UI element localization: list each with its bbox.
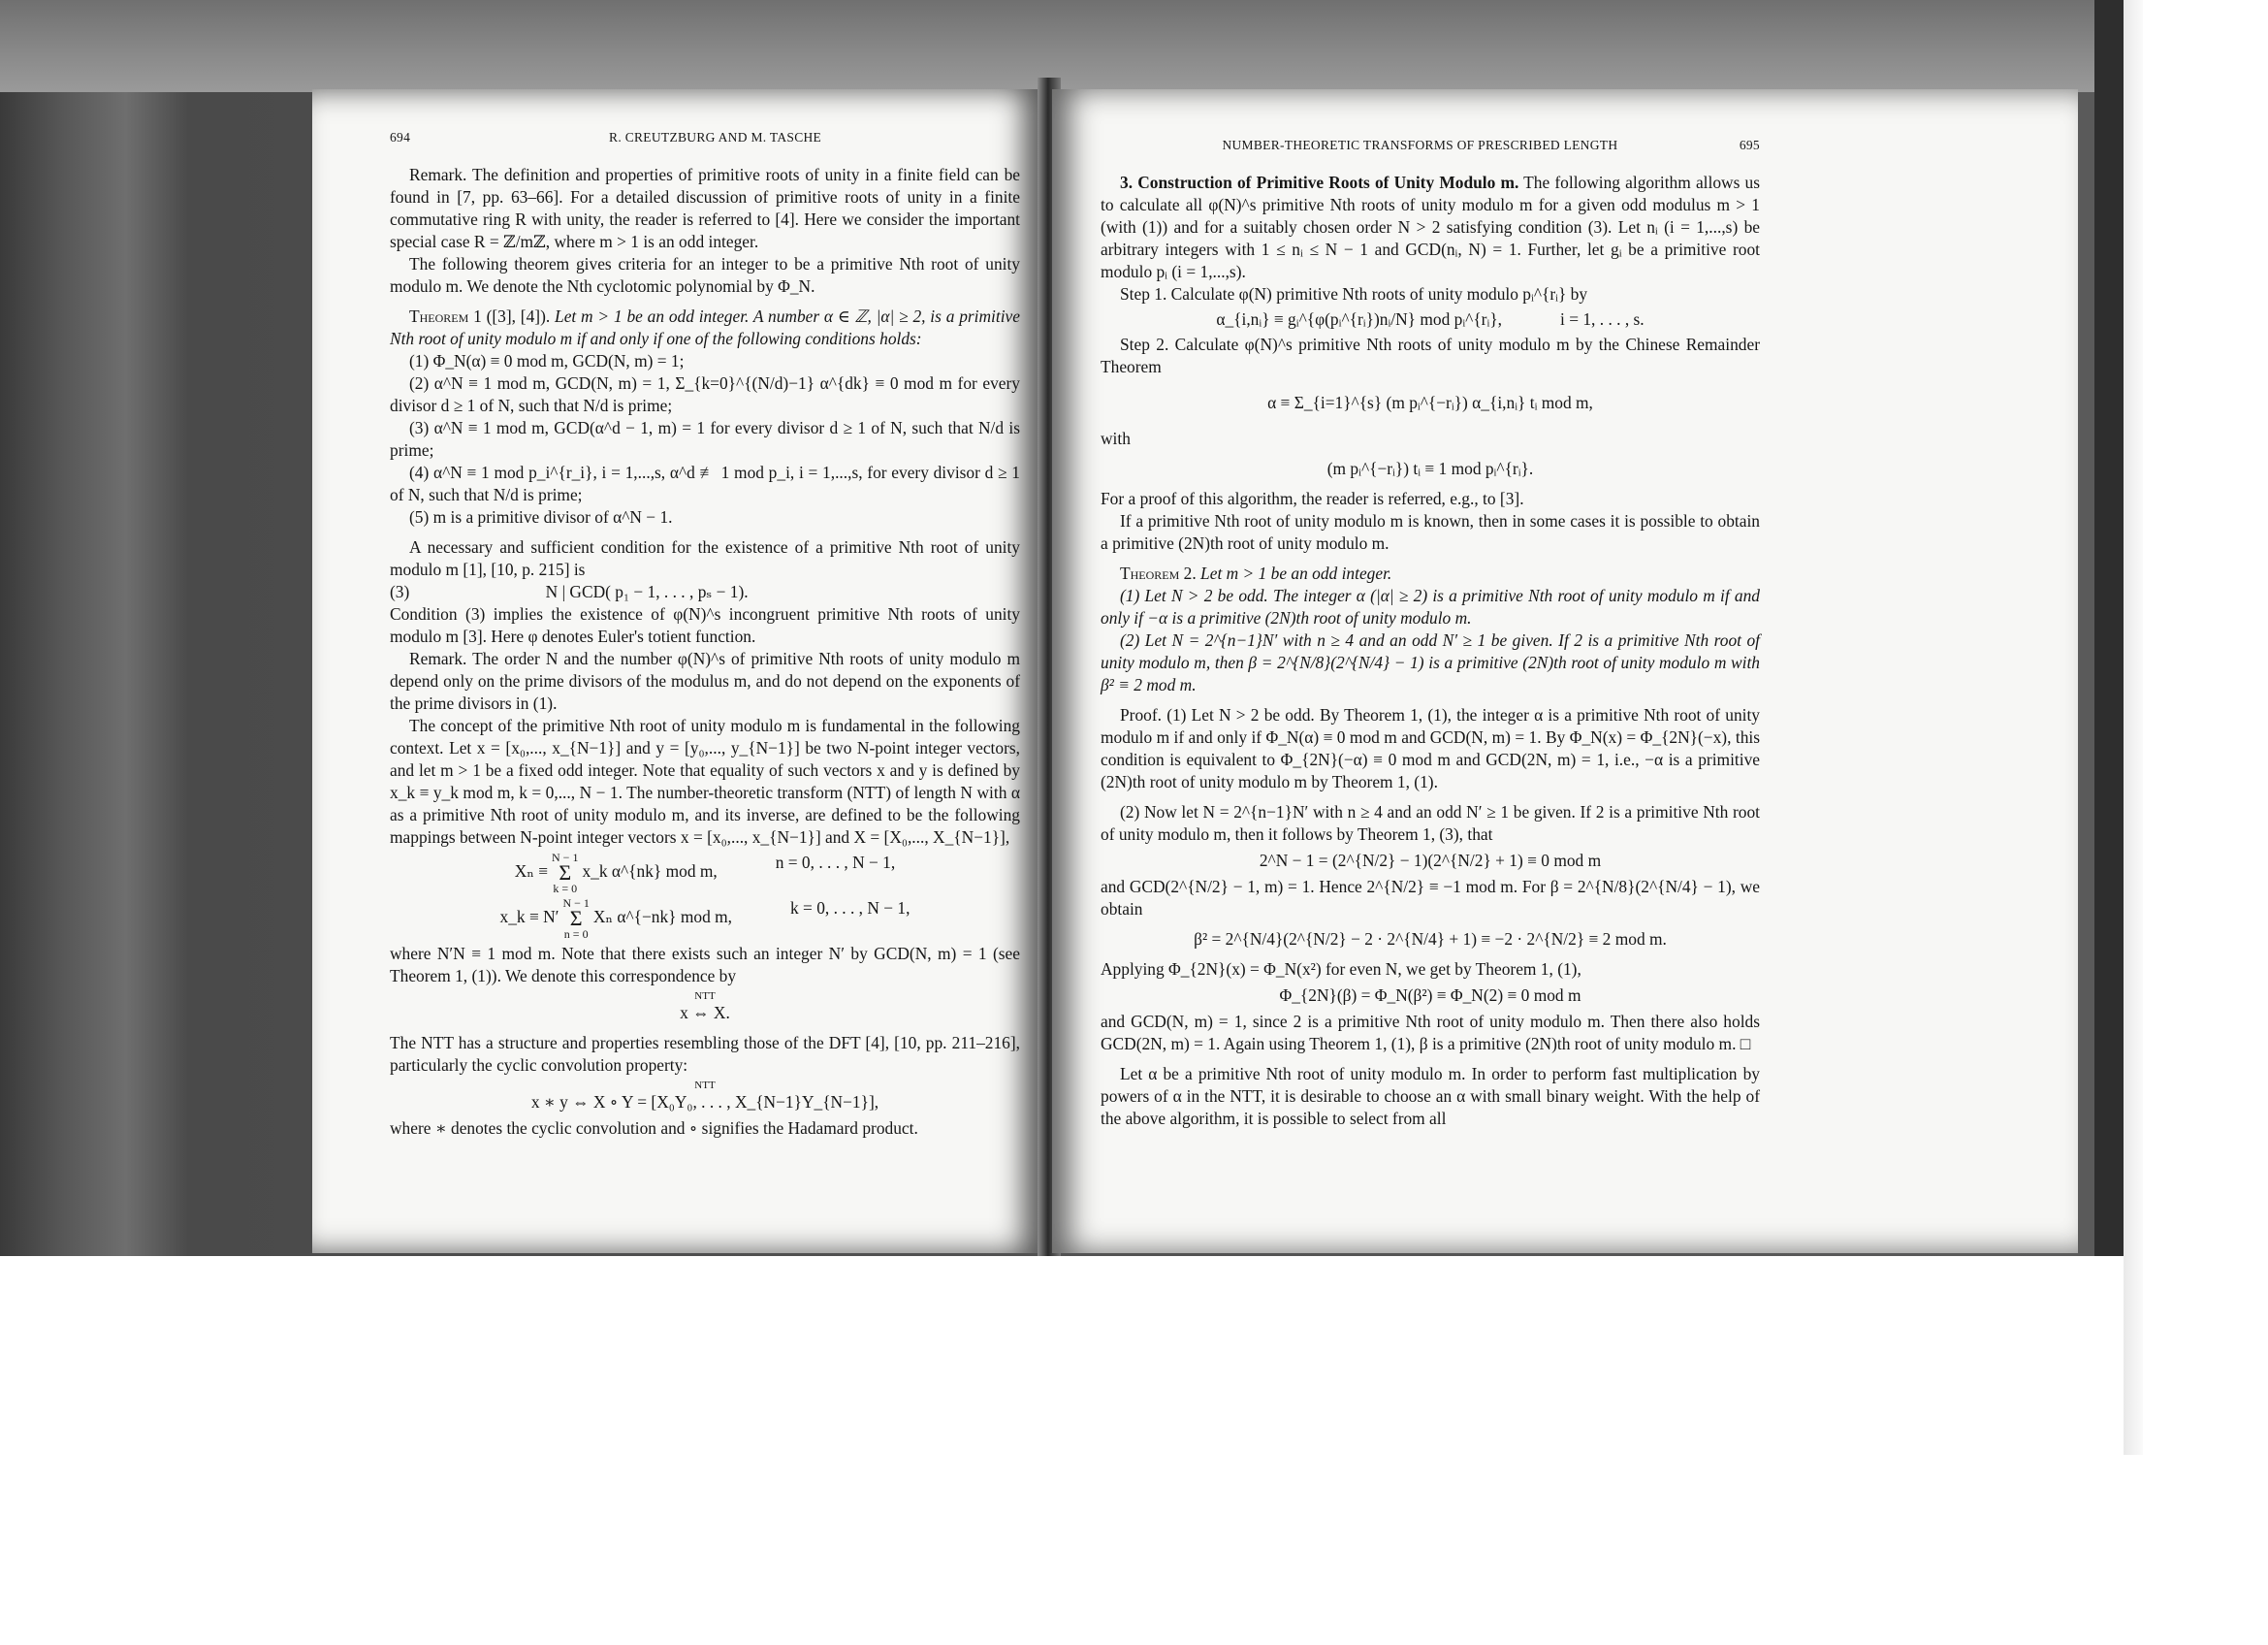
section-3-text: The following algorithm allows us to calculate all φ(N)^s primitive Nth roots of unity modulo m for a given odd modulus m > 1 (with (1)) and for a suitably chosen order N > 2 satisfying condition (3). Let nᵢ (i = 1,...,s) be arbitrary integers with 1 ≤ nᵢ ≤ N − 1 and GCD(nᵢ, N) = 1. Further, let gᵢ be a primitive root modulo pᵢ (i = 1,...,s). [1101,173,1760,281]
condition-2: (2) α^N ≡ 1 mod m, GCD(N, m) = 1, Σ_{k=0}^{(N/d)−1} α^{dk} ≡ 0 mod m for every divisor d ≥ 1 of N, such that N/d is prime; [390,373,1020,415]
theorem-1-head: Theorem 1 ([3], [4]). [409,306,551,326]
correspondence-label: NTT [694,990,716,1002]
scanner-edge [2124,0,2143,1455]
proof-part-2b: and GCD(2^{N/2} − 1, m) = 1. Hence 2^{N/2} ≡ −1 mod m. For β = 2^{N/8}(2^{N/4} − 1), we obtain [1101,877,1760,919]
theorem-1 [390,306,1020,350]
paragraph-dft: The NTT has a structure and properties resembling those of the DFT [4], [10, pp. 211–216], particularly the cyclic convolution property: [390,1033,1020,1075]
paragraph-if: If a primitive Nth root of unity modulo m is known, then in some cases it is possible to obtain a primitive (2N)th root of unity modulo m. [1101,511,1760,553]
right-page [1052,89,2078,1253]
ntt-sum-bottom: k = 0 [553,882,578,895]
intt-lhs: x_k ≡ N′ [499,907,559,926]
equation-crt: α ≡ Σ_{i=1}^{s} (m pᵢ^{−rᵢ}) α_{i,nᵢ} tᵢ mod m, [1267,393,1593,412]
theorem-2-text: Let m > 1 be an odd integer. [1200,564,1392,583]
theorem-2-head: Theorem 2. [1120,564,1197,583]
right-page-number: 695 [1739,138,1760,152]
ntt-sum-top: N − 1 [552,851,579,864]
proof-part-2: (2) Now let N = 2^{n−1}N′ with n ≥ 4 and an odd N′ ≥ 1 be given. If 2 is a primitive Nth root of unity modulo m, then it follows by Theorem 1, (3), that [1101,802,1760,844]
ntt-sum: N − 1 Σ k = 0 [552,851,579,895]
step1-range: i = 1, . . . , s. [1560,309,1645,329]
scan-right-strip [2094,0,2124,1256]
intt-sum-top: N − 1 [562,896,590,910]
equation-convolution [390,1081,1020,1113]
applying: Applying Φ_{2N}(x) = Φ_N(x²) for even N, we get by Theorem 1, (1), [1101,959,1581,979]
step-1: Step 1. Calculate φ(N) primitive Nth roots of unity modulo pᵢ^{rᵢ} by [1120,284,1588,304]
equation-proof-2: β² = 2^{N/4}(2^{N/2} − 2 · 2^{N/4} + 1) ≡ −2 · 2^{N/2} ≡ 2 mod m. [1194,929,1667,949]
right-running-title: NUMBER-THEORETIC TRANSFORMS OF PRESCRIBED LENGTH [1222,138,1618,152]
equation-proof-3: Φ_{2N}(β) = Φ_N(β²) ≡ Φ_N(2) ≡ 0 mod m [1279,985,1581,1005]
paragraph-condition: Condition (3) implies the existence of φ(N)^s incongruent primitive Nth roots of unity modulo m [3]. Here φ denotes Euler's totient function. [390,604,1020,646]
intt-range: k = 0, . . . , N − 1, [790,898,910,918]
paragraph-final: Let α be a primitive Nth root of unity modulo m. In order to perform fast multiplication by powers of α in the NTT, it is desirable to choose an α with small binary weight. With the help of the above algorithm, it is possible to select from all [1101,1064,1760,1128]
with-label: with [1101,429,1131,448]
equation-3-body: N | GCD( p₁ − 1, . . . , pₛ − 1). [545,582,749,601]
section-3-head: 3. Construction of Primitive Roots of Unity Modulo m. [1120,173,1519,192]
right-running-head [1101,134,1760,156]
paragraph-concept: The concept of the primitive Nth root of unity modulo m is fundamental in the following context. Let x = [x₀,..., x_{N−1}] and y = [y₀,..., y_{N−1}] be two N-point integer vectors, and let m > 1 be a fixed odd integer. Note that equality of such vectors x and y is defined by x_k ≡ y_k mod m, k = 0,..., N − 1. The number-theoretic transform (NTT) of length N with α as a primitive Nth root of unity modulo m, and its inverse, are defined to be the following mappings between N-point integer vectors x = [x₀,..., x_{N−1}] and X = [X₀,..., X_{N−1}], [390,716,1020,847]
ntt-body: x_k α^{nk} mod m, [582,861,718,881]
right-page-content [1101,134,1760,1130]
convolution-label: NTT [694,1080,716,1091]
paragraph-following: The following theorem gives criteria for an integer to be a primitive Nth root of unity modulo m. We denote the Nth cyclotomic polynomial by Φ_N. [390,254,1020,296]
ntt-range: n = 0, . . . , N − 1, [775,853,896,872]
theorem-2-part-1 [1101,585,1760,629]
proof-part-2c: and GCD(N, m) = 1, since 2 is a primitive Nth root of unity modulo m. Then there also holds GCD(2N, m) = 1. Again using Theorem 1, (1), β is a primitive (2N)th root of unity modulo m. □ [1101,1012,1760,1053]
condition-5: (5) m is a primitive divisor of α^N − 1. [409,507,673,527]
correspondence-body: x ⇔ X. [680,1003,730,1022]
section-3 [1101,172,1760,283]
convolution-body: x ∗ y ⇔ X ∘ Y = [X₀Y₀, . . . , X_{N−1}Y_{N−1}], [530,1092,879,1112]
theorem-2-part-2 [1101,629,1760,696]
left-running-title: R. CREUTZBURG AND M. TASCHE [609,130,822,145]
theorem-2 [1101,563,1760,585]
theorem-2-part-1-text: (1) Let N > 2 be odd. The integer α (|α| ≥ 2) is a primitive Nth root of unity modulo m if and only if −α is a primitive (2N)th root of unity modulo m. [1101,586,1760,628]
equation-proof-1: 2^N − 1 = (2^{N/2} − 1)(2^{N/2} + 1) ≡ 0 mod m [1259,851,1602,870]
remark-1: Remark. The definition and properties of primitive roots of unity in a finite field can be found in [7, pp. 63–66]. For a detailed discussion of primitive roots of unity in a finite commutative ring R with unity, the reader is referred to [4]. Here we consider the important special case R = ℤ/mℤ, where m > 1 is an odd integer. [390,165,1020,251]
left-page-content [390,126,1020,1140]
step1-formula: α_{i,nᵢ} ≡ gᵢ^{φ(pᵢ^{rᵢ})nᵢ/N} mod pᵢ^{rᵢ}, [1216,309,1503,329]
paragraph-where: where N′N ≡ 1 mod m. Note that there exists such an integer N′ by GCD(N, m) = 1 (see Theorem 1, (1)). We denote this correspondence by [390,944,1020,985]
equation-step1 [1101,308,1760,331]
paragraph-last: where ∗ denotes the cyclic convolution and ∘ signifies the Hadamard product. [390,1118,918,1138]
intt-sum: N − 1 Σ n = 0 [562,896,590,941]
equation-with: (m pᵢ^{−rᵢ}) tᵢ ≡ 1 mod pᵢ^{rᵢ}. [1326,459,1534,478]
equation-3 [390,581,1020,603]
ntt-lhs: Xₙ ≡ [514,861,549,881]
equation-correspondence [390,991,1020,1024]
left-page-number: 694 [390,130,411,145]
condition-3: (3) α^N ≡ 1 mod m, GCD(α^d − 1, m) = 1 for every divisor d ≥ 1 of N, such that N/d is prime; [390,418,1020,460]
equation-3-label: (3) [390,582,410,601]
step-2: Step 2. Calculate φ(N)^s primitive Nth roots of unity modulo m by the Chinese Remainder Theorem [1101,335,1760,376]
intt-body: Xₙ α^{−nk} mod m, [592,907,732,926]
theorem-2-part-2-text: (2) Let N = 2^{n−1}N′ with n ≥ 4 and an odd N′ ≥ 1 be given. If 2 is a primitive Nth root of unity modulo m, then β = 2^{N/8}(2^{N/4} − 1) is a primitive (2N)th root of unity modulo m with β² ≡ 2 mod m. [1101,630,1760,694]
condition-1: (1) Φ_N(α) ≡ 0 mod m, GCD(N, m) = 1; [409,351,685,371]
paragraph-proof-ref: For a proof of this algorithm, the reader is referred, e.g., to [3]. [1101,489,1524,508]
left-running-head [390,126,1020,148]
proof-part-1: Proof. (1) Let N > 2 be odd. By Theorem 1, (1), the integer α is a primitive Nth root of unity modulo m if and only if Φ_N(α) ≡ 0 mod m and GCD(N, m) = 1. By Φ_N(x) = Φ_{2N}(−x), this condition is equivalent to Φ_{2N}(−α) ≡ 0 mod m and GCD(2N, m) = 1, i.e., −α is a primitive (2N)th root of unity modulo m by Theorem 1, (1). [1101,705,1760,791]
condition-4: (4) α^N ≡ 1 mod p_i^{r_i}, i = 1,...,s, α^d ≢ 1 mod p_i, i = 1,...,s, for every divisor d ≥ 1 of N, such that N/d is prime; [390,463,1020,504]
intt-sum-bottom: n = 0 [563,927,589,941]
theorem-1-text: Let m > 1 be an odd integer. A number α ∈ ℤ, |α| ≥ 2, is a primitive Nth root of unity modulo m if and only if one of the following conditions holds: [390,306,1020,348]
equation-intt [390,897,1020,940]
equation-ntt [390,852,1020,894]
left-page [312,89,1041,1253]
paragraph-necessary: A necessary and sufficient condition for the existence of a primitive Nth root of unity modulo m [1], [10, p. 215] is [390,537,1020,579]
remark-2: Remark. The order N and the number φ(N)^s of primitive Nth roots of unity modulo m depend only on the prime divisors of the modulus m, and do not depend on the exponents of the prime divisors in (1). [390,649,1020,713]
